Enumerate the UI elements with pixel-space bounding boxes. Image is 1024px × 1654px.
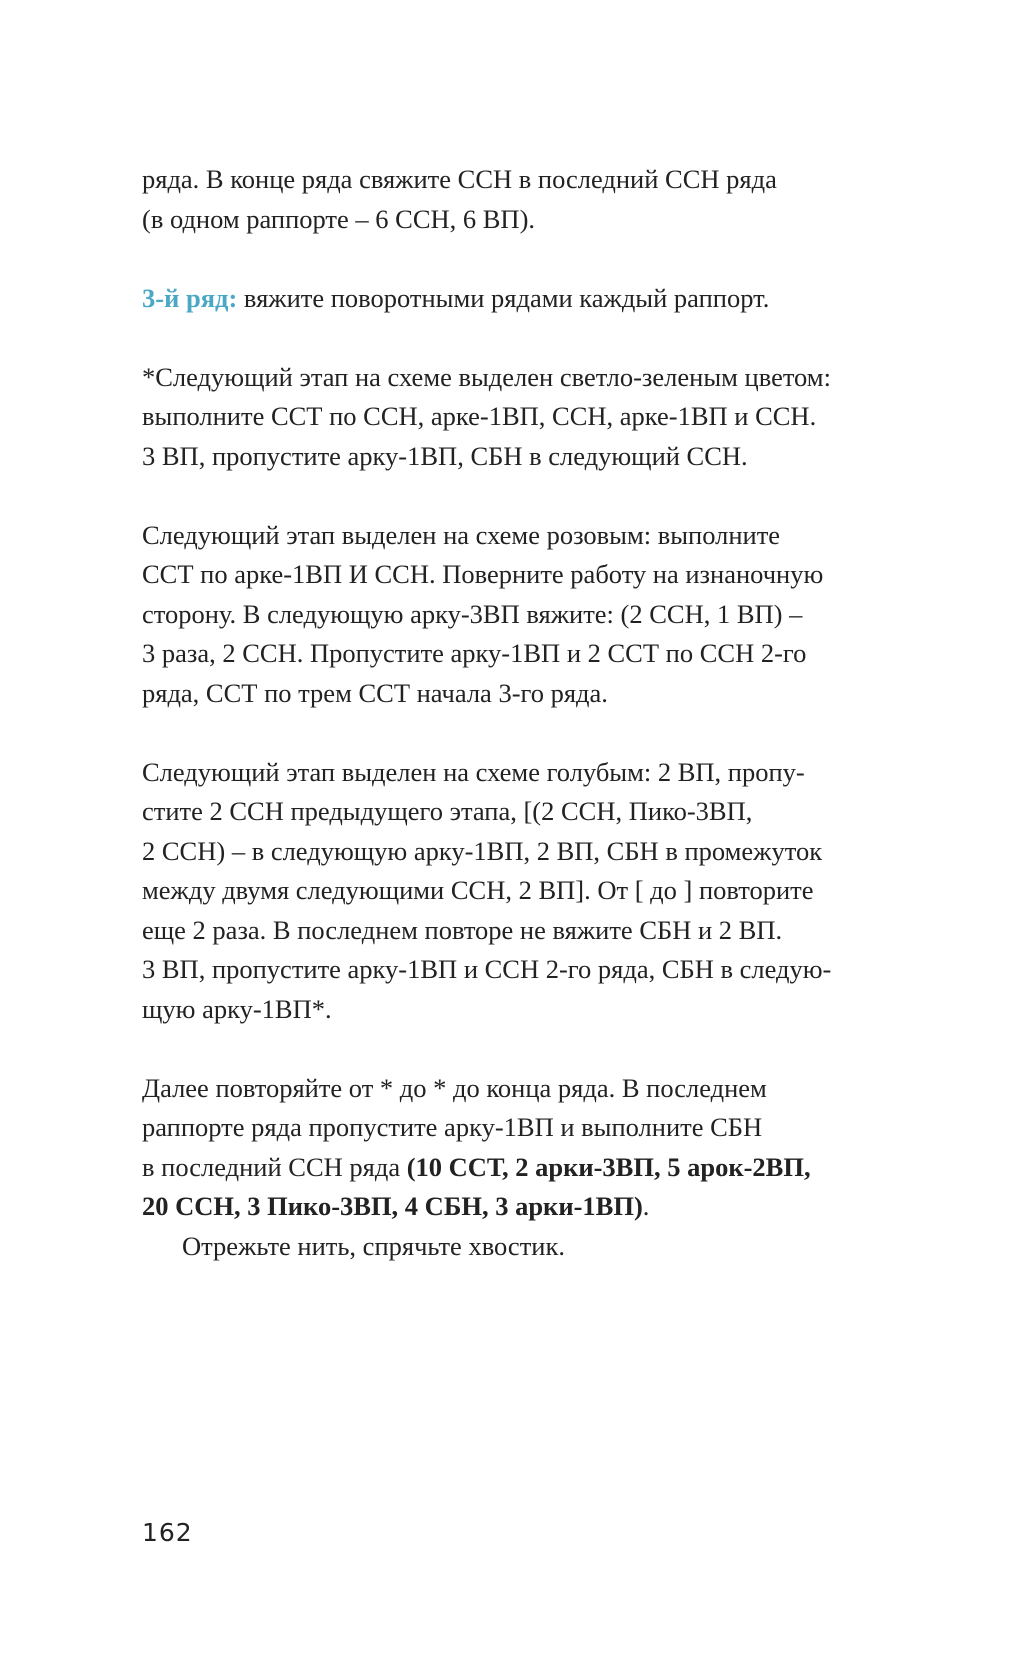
text-segment: в последний ССН ряда bbox=[142, 1151, 407, 1182]
text-line: щую арку-1ВП*. bbox=[142, 993, 332, 1024]
page-body bbox=[142, 160, 942, 1266]
text-line bbox=[142, 1187, 942, 1227]
paragraph-green-stage bbox=[142, 358, 942, 477]
text-line: 3 раза, 2 ССН. Пропустите арку-1ВП и 2 ССТ по ССН 2-го bbox=[142, 638, 807, 668]
paragraph-repeat-instructions bbox=[142, 1069, 942, 1267]
stitch-count-summary-cont: 20 ССН, 3 Пико-3ВП, 4 СБН, 3 арки-1ВП) bbox=[142, 1191, 643, 1221]
row-label-text: вяжите поворотными рядами каждый раппорт. bbox=[237, 282, 770, 313]
text-segment: . bbox=[642, 1191, 650, 1221]
text-line: 3 ВП, пропустите арку-1ВП, СБН в следующий ССН. bbox=[142, 440, 748, 471]
text-line: сторону. В следующую арку-3ВП вяжите: (2 ССН, 1 ВП) – bbox=[142, 598, 803, 629]
paragraph-row-3-heading bbox=[142, 279, 942, 319]
paragraph-row-2-end bbox=[142, 160, 942, 239]
text-line: между двумя следующими ССН, 2 ВП]. От [ до ] повторите bbox=[142, 875, 814, 905]
text-line bbox=[142, 279, 942, 319]
text-line: Далее повторяйте от * до * до конца ряда. В последнем bbox=[142, 1072, 767, 1103]
text-line bbox=[142, 1148, 942, 1188]
text-line: стите 2 ССН предыдущего этапа, [(2 ССН, Пико-3ВП, bbox=[142, 796, 753, 826]
text-line: *Следующий этап на схеме выделен светло-зеленым цветом: bbox=[142, 361, 831, 392]
text-line: 3 ВП, пропустите арку-1ВП и ССН 2-го ряда, СБН в следую- bbox=[142, 954, 832, 984]
text-line: ССТ по арке-1ВП И ССН. Поверните работу на изнаночную bbox=[142, 559, 824, 589]
row-label: 3-й ряд: bbox=[142, 282, 238, 313]
page-number: 162 bbox=[142, 1518, 193, 1547]
text-line: Следующий этап выделен на схеме голубым: 2 ВП, пропу- bbox=[142, 756, 805, 787]
text-line: ряда, ССТ по трем ССТ начала 3-го ряда. bbox=[142, 677, 608, 708]
text-line: еще 2 раза. В последнем повторе не вяжите СБН и 2 ВП. bbox=[142, 914, 783, 945]
text-line: выполните ССТ по ССН, арке-1ВП, ССН, арке-1ВП и ССН. bbox=[142, 401, 817, 431]
text-line-indented: Отрежьте нить, спрячьте хвостик. bbox=[182, 1230, 565, 1261]
paragraph-pink-stage bbox=[142, 516, 942, 714]
text-line: Следующий этап выделен на схеме розовым: выполните bbox=[142, 519, 781, 550]
text-line: ряда. В конце ряда свяжите ССН в последний ССН ряда bbox=[142, 164, 777, 194]
stitch-count-summary: (10 ССТ, 2 арки-3ВП, 5 арок-2ВП, bbox=[406, 1151, 811, 1182]
text-line: 2 ССН) – в следующую арку-1ВП, 2 ВП, СБН в промежуток bbox=[142, 835, 823, 866]
text-line: (в одном раппорте – 6 ССН, 6 ВП). bbox=[142, 203, 536, 234]
text-line: раппорте ряда пропустите арку-1ВП и выполните СБН bbox=[142, 1112, 763, 1142]
paragraph-blue-stage bbox=[142, 753, 942, 1030]
